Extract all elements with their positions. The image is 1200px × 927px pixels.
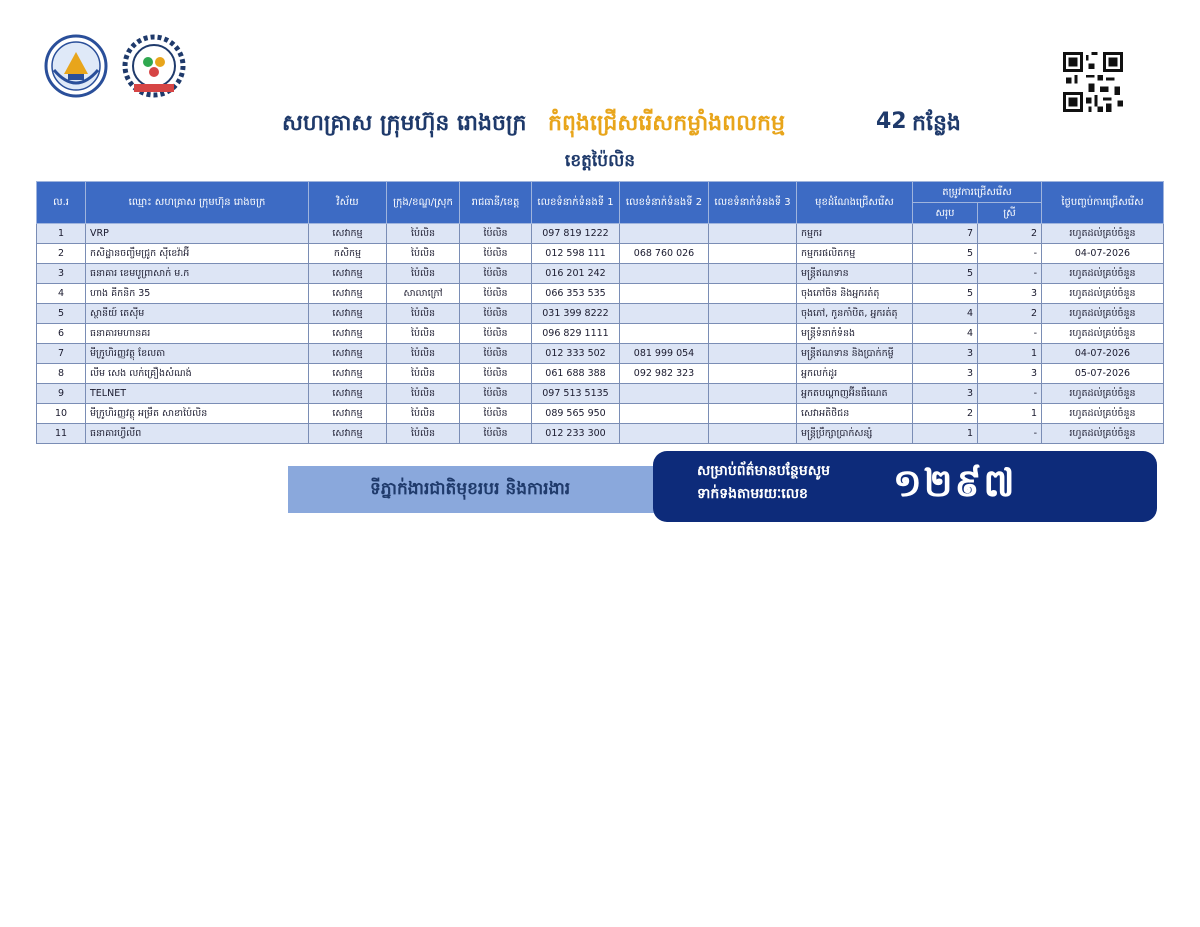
- cell-phone2: [620, 424, 709, 444]
- cell-phone2: 092 982 323: [620, 364, 709, 384]
- ministry-seal-logo: [44, 34, 108, 98]
- cell-no: 4: [37, 284, 86, 304]
- cell-no: 6: [37, 324, 86, 344]
- cell-no: 11: [37, 424, 86, 444]
- jobs-table-body: [37, 224, 1164, 444]
- cell-position: មន្ត្រីឥណទាន និងប្រាក់កម្ចី: [797, 344, 913, 364]
- cell-female: 2: [978, 304, 1042, 324]
- qr-code: [1063, 52, 1123, 112]
- cell-phone1: 097 819 1222: [532, 224, 620, 244]
- cell-position: កម្មករ: [797, 224, 913, 244]
- cell-phone3: [709, 224, 797, 244]
- title-unit: កន្លែង: [912, 111, 961, 136]
- cell-deadline: រហូតដល់គ្រប់ចំនួន: [1042, 384, 1164, 404]
- table-row: [37, 304, 1164, 324]
- cell-phone2: [620, 304, 709, 324]
- header-female: ស្រី: [978, 203, 1042, 224]
- cell-phone2: [620, 224, 709, 244]
- cell-sector: សេវាកម្ម: [309, 424, 387, 444]
- cell-phone1: 012 333 502: [532, 344, 620, 364]
- cell-total: 3: [913, 344, 978, 364]
- header-sector: វិស័យ: [309, 182, 387, 224]
- cell-phone1: 066 353 535: [532, 284, 620, 304]
- hotline-text-line1: សម្រាប់ព័ត៌មានបន្ថែមសូម: [697, 463, 831, 479]
- cell-deadline: 04-07-2026: [1042, 344, 1164, 364]
- cell-sector: សេវាកម្ម: [309, 264, 387, 284]
- cell-female: 3: [978, 364, 1042, 384]
- cell-phone1: 012 233 300: [532, 424, 620, 444]
- jobs-table: [36, 181, 1164, 444]
- table-row: [37, 224, 1164, 244]
- cell-district: ប៉ៃលិន: [387, 364, 460, 384]
- header-phone2: លេខទំនាក់ទំនងទី 2: [620, 182, 709, 224]
- cell-position: អ្នកលក់ដូរ: [797, 364, 913, 384]
- cell-no: 5: [37, 304, 86, 324]
- cell-position: កម្មករផលិតកម្ម: [797, 244, 913, 264]
- cell-province: ប៉ៃលិន: [460, 404, 532, 424]
- cell-province: ប៉ៃលិន: [460, 384, 532, 404]
- cell-phone1: 061 688 388: [532, 364, 620, 384]
- cell-province: ប៉ៃលិន: [460, 244, 532, 264]
- cell-district: ប៉ៃលិន: [387, 384, 460, 404]
- cell-phone2: [620, 384, 709, 404]
- cell-deadline: រហូតដល់គ្រប់ចំនួន: [1042, 224, 1164, 244]
- agency-banner: [288, 466, 708, 513]
- cell-name: ធនាគារមហានគរ: [86, 324, 309, 344]
- header-phone3: លេខទំនាក់ទំនងទី 3: [709, 182, 797, 224]
- cell-phone1: 097 513 5135: [532, 384, 620, 404]
- cell-phone3: [709, 304, 797, 324]
- cell-total: 4: [913, 324, 978, 344]
- cell-sector: កសិកម្ម: [309, 244, 387, 264]
- page-subtitle: ខេត្តប៉ៃលិន: [564, 151, 636, 171]
- cell-position: មន្ត្រីឥណទាន: [797, 264, 913, 284]
- cell-phone1: 012 598 111: [532, 244, 620, 264]
- cell-no: 9: [37, 384, 86, 404]
- title-row: [0, 105, 1200, 145]
- header-province: រាជធានី/ខេត្ត: [460, 182, 532, 224]
- cell-name: កសិដ្ឋានចញ្ចឹមជ្រូក ស៊ីខេវ៉ាអ៊ី: [86, 244, 309, 264]
- cell-phone3: [709, 404, 797, 424]
- cell-sector: សេវាកម្ម: [309, 324, 387, 344]
- cell-position: សេវាអតិថិជន: [797, 404, 913, 424]
- cell-phone1: 096 829 1111: [532, 324, 620, 344]
- cell-no: 10: [37, 404, 86, 424]
- header-total: សរុប: [913, 203, 978, 224]
- logo-group: [44, 34, 186, 98]
- header-phone1: លេខទំនាក់ទំនងទី 1: [532, 182, 620, 224]
- title-count: 42: [876, 109, 907, 134]
- cell-deadline: 05-07-2026: [1042, 364, 1164, 384]
- hotline-box: [653, 451, 1157, 522]
- header-deadline: ថ្ងៃបញ្ចប់ការជ្រើសរើស: [1042, 182, 1164, 224]
- table-row: [37, 384, 1164, 404]
- cell-deadline: រហូតដល់គ្រប់ចំនួន: [1042, 264, 1164, 284]
- cell-name: ស្ថានីយ៍ តេស៊ីម: [86, 304, 309, 324]
- cell-district: ប៉ៃលិន: [387, 304, 460, 324]
- cell-name: មីក្រូហិរញ្ញវត្ថុ អម្រឹត សាខាប៉ៃលិន: [86, 404, 309, 424]
- cell-phone3: [709, 364, 797, 384]
- cell-female: 3: [978, 284, 1042, 304]
- cell-position: មន្ត្រីទំនាក់ទំនង: [797, 324, 913, 344]
- cell-district: ប៉ៃលិន: [387, 244, 460, 264]
- cell-province: ប៉ៃលិន: [460, 284, 532, 304]
- table-row: [37, 284, 1164, 304]
- cell-phone1: 031 399 8222: [532, 304, 620, 324]
- cell-no: 2: [37, 244, 86, 264]
- cell-deadline: រហូតដល់គ្រប់ចំនួន: [1042, 284, 1164, 304]
- cell-sector: សេវាកម្ម: [309, 364, 387, 384]
- cell-phone2: [620, 284, 709, 304]
- cell-sector: សេវាកម្ម: [309, 384, 387, 404]
- cell-female: -: [978, 324, 1042, 344]
- table-row: [37, 244, 1164, 264]
- cell-province: ប៉ៃលិន: [460, 224, 532, 244]
- table-row: [37, 264, 1164, 284]
- cell-district: ប៉ៃលិន: [387, 424, 460, 444]
- cell-phone1: 016 201 242: [532, 264, 620, 284]
- cell-phone2: [620, 324, 709, 344]
- cell-name: ធនាគារ ខេមបូព្រាសាក់ ម.ក: [86, 264, 309, 284]
- cell-sector: សេវាកម្ម: [309, 404, 387, 424]
- cell-name: ហាង គីកនិក 35: [86, 284, 309, 304]
- cell-phone3: [709, 424, 797, 444]
- agency-name: ទីភ្នាក់ងារជាតិមុខរបរ និងការងារ: [370, 479, 571, 499]
- cell-phone3: [709, 344, 797, 364]
- cell-deadline: រហូតដល់គ្រប់ចំនួន: [1042, 404, 1164, 424]
- cell-phone3: [709, 384, 797, 404]
- cell-phone3: [709, 324, 797, 344]
- cell-province: ប៉ៃលិន: [460, 424, 532, 444]
- cell-deadline: រហូតដល់គ្រប់ចំនួន: [1042, 324, 1164, 344]
- cell-total: 1: [913, 424, 978, 444]
- cell-sector: សេវាកម្ម: [309, 284, 387, 304]
- cell-female: 1: [978, 344, 1042, 364]
- cell-total: 7: [913, 224, 978, 244]
- cell-province: ប៉ៃលិន: [460, 304, 532, 324]
- cell-phone2: 068 760 026: [620, 244, 709, 264]
- header-no: ល.រ: [37, 182, 86, 224]
- hotline-text-line2: ទាក់ទងតាមរយៈលេខ: [697, 486, 808, 502]
- table-row: [37, 404, 1164, 424]
- table-row: [37, 324, 1164, 344]
- cell-name: លីម សេង លក់គ្រឿងសំណង់: [86, 364, 309, 384]
- cell-female: -: [978, 264, 1042, 284]
- cell-deadline: រហូតដល់គ្រប់ចំនួន: [1042, 424, 1164, 444]
- cell-female: -: [978, 384, 1042, 404]
- table-row: [37, 344, 1164, 364]
- cell-phone3: [709, 244, 797, 264]
- cell-no: 8: [37, 364, 86, 384]
- table-row: [37, 424, 1164, 444]
- hotline-number: ១២៩៧: [893, 461, 1017, 505]
- cell-total: 5: [913, 244, 978, 264]
- cell-district: ប៉ៃលិន: [387, 324, 460, 344]
- cell-phone2: [620, 404, 709, 424]
- cell-position: ចុងភៅ, កូនកាំបិត, អ្នករត់តុ: [797, 304, 913, 324]
- cell-province: ប៉ៃលិន: [460, 364, 532, 384]
- title-org: សហគ្រាស ក្រុមហ៊ុន រោងចក្រ: [282, 111, 527, 136]
- cell-phone2: 081 999 054: [620, 344, 709, 364]
- cell-deadline: 04-07-2026: [1042, 244, 1164, 264]
- cell-phone2: [620, 264, 709, 284]
- cell-total: 3: [913, 384, 978, 404]
- cell-no: 3: [37, 264, 86, 284]
- cell-position: អ្នកតបណ្តាញអ៊ីនធឺណេត: [797, 384, 913, 404]
- table-row: [37, 364, 1164, 384]
- header-needed: តម្រូវការជ្រើសរើស: [913, 182, 1042, 203]
- cell-sector: សេវាកម្ម: [309, 344, 387, 364]
- cell-total: 5: [913, 264, 978, 284]
- cell-sector: សេវាកម្ម: [309, 304, 387, 324]
- cell-female: -: [978, 244, 1042, 264]
- cell-name: VRP: [86, 224, 309, 244]
- cell-district: សាលាក្រៅ: [387, 284, 460, 304]
- cell-sector: សេវាកម្ម: [309, 224, 387, 244]
- cell-no: 1: [37, 224, 86, 244]
- cell-total: 5: [913, 284, 978, 304]
- cell-phone1: 089 565 950: [532, 404, 620, 424]
- cell-name: ធនាគារហ្វីលីព: [86, 424, 309, 444]
- title-recruiting: កំពុងជ្រើសរើសកម្លាំងពលកម្ម: [548, 111, 785, 136]
- cell-province: ប៉ៃលិន: [460, 344, 532, 364]
- cell-no: 7: [37, 344, 86, 364]
- cell-female: -: [978, 424, 1042, 444]
- header-name: ឈ្មោះ សហគ្រាស ក្រុមហ៊ុន រោងចក្រ: [86, 182, 309, 224]
- cell-district: ប៉ៃលិន: [387, 224, 460, 244]
- cell-female: 2: [978, 224, 1042, 244]
- cell-total: 2: [913, 404, 978, 424]
- cell-phone3: [709, 264, 797, 284]
- cell-name: TELNET: [86, 384, 309, 404]
- header-position: មុខដំណែងជ្រើសរើស: [797, 182, 913, 224]
- cell-province: ប៉ៃលិន: [460, 324, 532, 344]
- cell-deadline: រហូតដល់គ្រប់ចំនួន: [1042, 304, 1164, 324]
- cell-position: មន្ត្រីប្រឹក្សាប្រាក់សន្សំ: [797, 424, 913, 444]
- cell-position: ចុងភៅចិន និងអ្នករត់តុ: [797, 284, 913, 304]
- cell-name: មីក្រូហិរញ្ញវត្ថុ ខែលតា: [86, 344, 309, 364]
- cell-female: 1: [978, 404, 1042, 424]
- cell-district: ប៉ៃលិន: [387, 404, 460, 424]
- agency-gear-logo: [122, 34, 186, 98]
- cell-phone3: [709, 284, 797, 304]
- cell-total: 3: [913, 364, 978, 384]
- cell-total: 4: [913, 304, 978, 324]
- cell-province: ប៉ៃលិន: [460, 264, 532, 284]
- cell-district: ប៉ៃលិន: [387, 344, 460, 364]
- header-district: ក្រុង/ខណ្ឌ/ស្រុក: [387, 182, 460, 224]
- cell-district: ប៉ៃលិន: [387, 264, 460, 284]
